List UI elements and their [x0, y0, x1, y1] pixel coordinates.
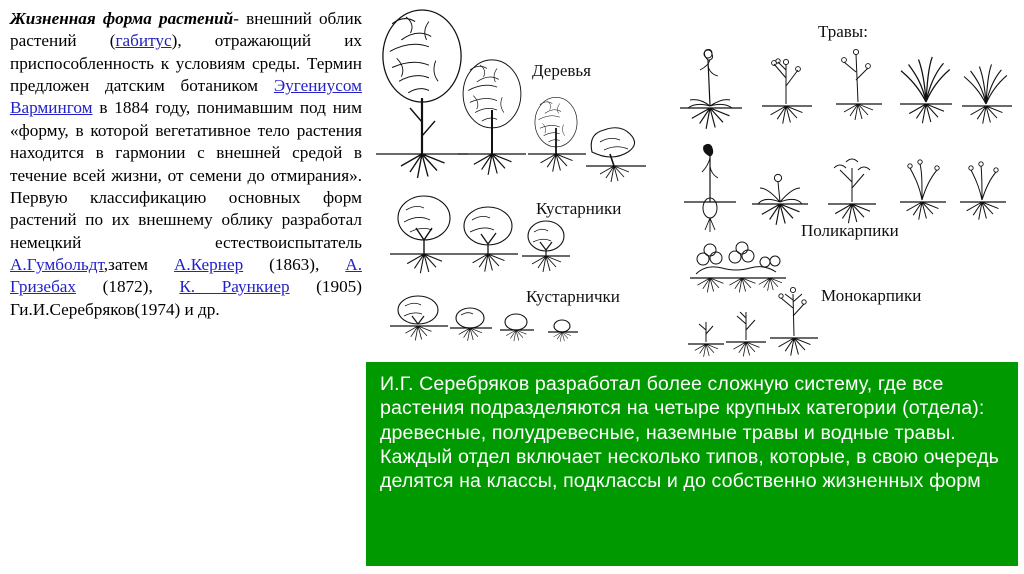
text-segment-5: (1863),: [243, 254, 346, 274]
herb-stolon-1: [900, 160, 946, 220]
link-kerner[interactable]: А.Кернер: [174, 254, 244, 274]
article-text-column: [10, 8, 362, 488]
tree-medium: [458, 60, 526, 175]
shrub-2: [458, 207, 518, 272]
green-callout-text: И.Г. Серебряков разработал более сложную систему, где все растения подразделяются на четыре крупных категории (отдела): древесные, полудревесные, наземные травы и водные травы. Каждый отдел включает несколько типов, которые, в свою очередь делятся на классы, подклассы и до собственно жизненных форм: [380, 373, 999, 493]
term-heading: Жизненная форма растений: [10, 9, 234, 28]
herb-creeping-polycarpic: [690, 242, 786, 292]
tree-creeping: [586, 128, 646, 182]
text-segment-2: ), отражающий их приспособленность к условиям среды. Термин предложен датским ботаником: [10, 31, 362, 96]
tree-large: [376, 10, 468, 178]
grass-clump-1: [900, 57, 952, 123]
herb-umbellate: [828, 159, 876, 223]
dwarf-shrub-1: [390, 296, 448, 340]
text-segment-6: (1872),: [76, 277, 180, 297]
herb-rosette-flower: [680, 50, 742, 129]
shrub-3: [522, 221, 570, 272]
grass-clump-2: [962, 64, 1012, 123]
link-raunkier[interactable]: К. Раункиер: [179, 277, 290, 297]
label-trees: Деревья: [532, 61, 591, 80]
herb-stolon-2: [960, 162, 1006, 220]
link-habitus[interactable]: габитус: [115, 31, 172, 51]
link-grisebach[interactable]: А. Гризебах: [10, 254, 362, 297]
link-warming[interactable]: Эугениусом Вармингом: [10, 76, 362, 118]
label-shrubs: Кустарники: [536, 199, 622, 218]
monocarpic-flowering: [770, 287, 818, 355]
dwarf-shrub-4: [548, 320, 578, 342]
text-segment-7: (1905) Ги.И.Серебряков(1974) и др.: [10, 277, 362, 319]
dwarf-shrub-3: [500, 314, 534, 341]
link-humboldt[interactable]: А.Гумбольдт: [10, 254, 104, 274]
monocarpic-seedling: [688, 322, 724, 357]
herb-branched: [762, 59, 812, 124]
herb-rosette: [752, 174, 808, 224]
tree-small: [528, 97, 586, 171]
herb-tall-spike: [836, 49, 882, 120]
text-segment-1: - внешний облик растений (: [10, 9, 362, 51]
monocarpic-juvenile: [726, 312, 766, 356]
article-paragraph: [10, 8, 362, 321]
herb-bulb: [684, 144, 736, 232]
label-monocarpics: Монокарпики: [821, 286, 922, 305]
diagram-svg: [366, 6, 1018, 361]
label-herbs: Травы:: [818, 22, 868, 41]
green-callout-box: [366, 362, 1018, 566]
text-segment-4: ,затем: [103, 254, 175, 274]
label-dwarf-shrubs: Кустарнички: [526, 287, 620, 306]
shrub-1: [390, 196, 458, 273]
plant-life-forms-diagram: [366, 6, 1018, 361]
text-segment-3: в 1884 году, понимавшим под ним «форму, в которой вегетативное тело растения находится в гармонии с внешней средой в течение всей жизни, от семени до отмирания». Первую классификацию основных форм растений по их внешнему облику разработал немецкий естествоиспытатель: [10, 98, 362, 252]
dwarf-shrub-2: [450, 308, 492, 341]
label-polycarpics: Поликарпики: [801, 221, 899, 240]
